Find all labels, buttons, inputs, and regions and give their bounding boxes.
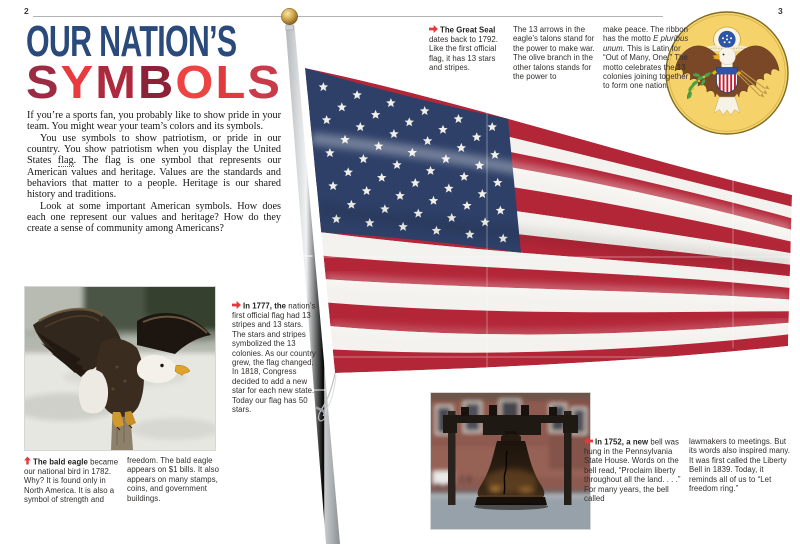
caption-bald-eagle-col1: The bald eagle became our national bird in 1782. Why? It is found only in North America. It is also a symbol of strength and bbox=[24, 457, 119, 505]
intro-paragraph: If you’re a sports fan, you probably like to show pride in your team. You might wear your team’s colors and its symbols. bbox=[27, 110, 281, 133]
pole-collar bbox=[286, 25, 294, 30]
arrow-right-icon bbox=[232, 301, 241, 309]
page-number-left: 2 bbox=[24, 6, 29, 16]
pole-shaft bbox=[286, 26, 341, 544]
caption-lead: In 1752, a new bbox=[595, 437, 649, 447]
caption-great-seal-col1: The Great Seal dates back to 1792. Like the first official flag, it has 13 stars and stripes. bbox=[429, 25, 499, 73]
bald-eagle-photo bbox=[24, 286, 216, 451]
liberty-bell-photo bbox=[430, 392, 591, 530]
title-line1: OUR NATION’S bbox=[26, 17, 237, 66]
caption-lead: The Great Seal bbox=[440, 25, 496, 35]
arrow-right-icon bbox=[429, 25, 438, 33]
title-line2: SYMBOLS bbox=[26, 56, 283, 108]
flagpole-image bbox=[279, 6, 343, 544]
seal-eagle-head bbox=[718, 48, 735, 65]
caption-great-seal-col3: make peace. The ribbon has the motto E pluribus unum. This is Latin for “Out of Many, One.” The motto celebrates the 13 colonies joining together to form one nation. bbox=[603, 25, 689, 91]
intro-text bbox=[27, 110, 281, 235]
caption-bald-eagle-col2: freedom. The bald eagle appears on $1 bills. It also appears on many stamps, coins, and government buildings. bbox=[127, 456, 219, 503]
caption-lead: In 1777, the bbox=[243, 301, 287, 311]
pole-finial-ball bbox=[281, 8, 297, 24]
vocab-term-flag: flag bbox=[57, 155, 74, 167]
caption-first-flag: In 1777, the nation’s first official flag had 13 stripes and 13 stars. The stars and stripes symbolized the 13 colonies. As our country grew, the flag changed. In 1818, Congress decided to add a new star for each new state. Today our flag has 50 stars. bbox=[232, 301, 316, 414]
caption-great-seal-col2: The 13 arrows in the eagle’s talons stand for the power to make war. The olive branch in the other talons stands for the power to bbox=[513, 25, 595, 82]
caption-liberty-bell-col2: lawmakers to meetings. But its words also inspired many. It was first called the Liberty Bell in 1839. Today, it reminds all of us to “Let freedom ring.” bbox=[689, 437, 790, 494]
arrow-left-icon bbox=[584, 437, 593, 445]
arrow-up-icon bbox=[24, 456, 31, 465]
caption-liberty-bell-col1: In 1752, a new bell was hung in the Pennsylvania State House. Words on the bell read, “Proclaim liberty throughout all the land. . . .” For many years, the bell called bbox=[584, 437, 681, 503]
intro-paragraph: Look at some important American symbols. How does each one represent our values and heritage? How do they create a sense of community among Americans? bbox=[27, 200, 281, 235]
intro-paragraph: You use symbols to show patriotism, or pride in our country. You show patriotism when you display the United States flag. The flag is one symbol that represents our American values and heritage. Values are the standards and behaviors that matter to a people. Heritage is our shared history and traditions. bbox=[27, 132, 281, 201]
caption-lead: The bald eagle bbox=[33, 457, 88, 467]
page-number-right: 3 bbox=[778, 6, 783, 16]
